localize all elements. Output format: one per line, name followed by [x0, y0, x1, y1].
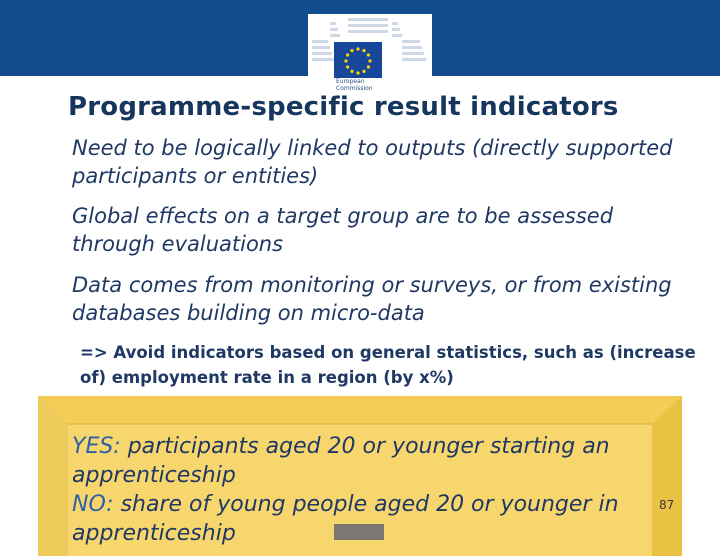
slide-title: Programme-specific result indicators: [68, 92, 619, 122]
eu-flag-icon: [334, 42, 382, 78]
european-commission-logo: [308, 14, 432, 100]
yes-text: participants aged 20 or younger starting an apprenticeship: [72, 434, 610, 488]
logo-text: [336, 78, 373, 92]
no-text: share of young people aged 20 or younger in apprenticeship: [72, 492, 619, 546]
page-number: 87: [659, 498, 675, 512]
bullet-item: Global effects on a target group are to be assessed through evaluations: [72, 204, 614, 256]
bullet-item: Data comes from monitoring or surveys, or from existing databases building on micro-data: [72, 273, 672, 325]
yes-label: YES:: [72, 434, 121, 459]
no-label: NO:: [72, 492, 114, 517]
bullet-item: Need to be logically linked to outputs (directly supported participants or entities): [72, 136, 673, 188]
logo-text-line1: European: [336, 78, 365, 85]
logo-text-line2: Commission: [336, 85, 373, 92]
bottom-bar-fragment: [334, 524, 384, 540]
avoid-note: => Avoid indicators based on general statistics, such as (increase of) employment rate in a region (by x%): [80, 343, 696, 387]
